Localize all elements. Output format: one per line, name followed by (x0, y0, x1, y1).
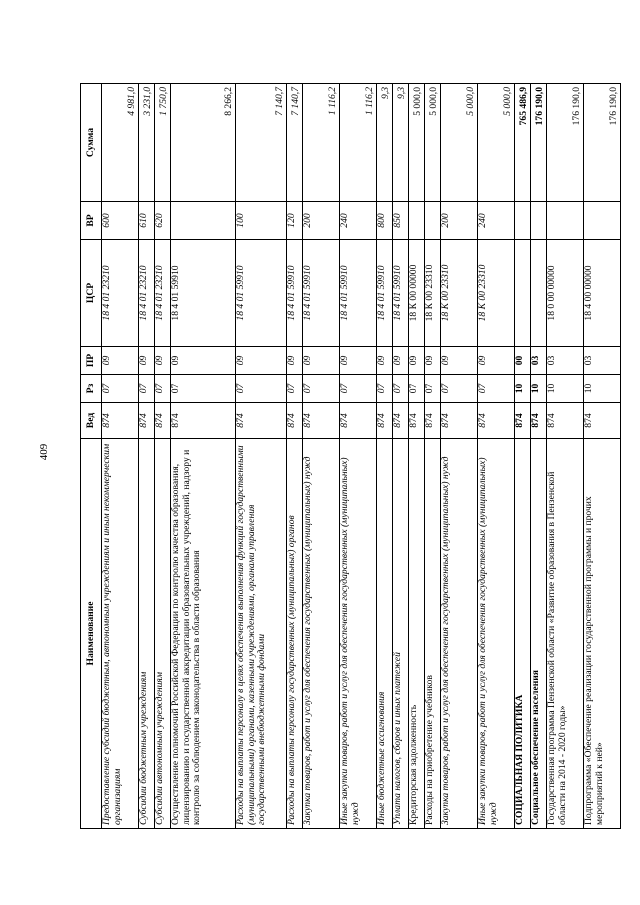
row-csr: 18 К 00 23310 (441, 240, 478, 347)
row-name: Иные бюджетные ассигнования (377, 439, 393, 829)
row-sum: 765 486,9 (515, 84, 531, 202)
row-name: Иные закупки товаров, работ и услуг для обеспечения государственных (муниципальных) нужд (340, 439, 377, 829)
row-vr: 120 (287, 202, 303, 240)
row-rz: 07 (409, 375, 425, 403)
row-sum: 1 116,2 (303, 84, 340, 202)
row-vr (409, 202, 425, 240)
row-rz: 07 (340, 375, 377, 403)
table-row (377, 84, 393, 829)
row-pr: 09 (287, 347, 303, 375)
row-rz: 10 (547, 375, 584, 403)
row-pr: 00 (515, 347, 531, 375)
row-rz: 07 (478, 375, 515, 403)
row-vr: 600 (102, 202, 139, 240)
row-sum: 7 140,7 (236, 84, 287, 202)
table-row (139, 84, 155, 829)
row-pr: 09 (303, 347, 340, 375)
rotated-page-viewport (80, 84, 620, 829)
row-rz: 10 (515, 375, 531, 403)
row-vr (531, 202, 547, 240)
row-name: Кредиторская задолженность (409, 439, 425, 829)
row-rz: 07 (393, 375, 409, 403)
row-csr: 18 4 00 00000 (584, 240, 621, 347)
row-name: Субсидии автономным учреждениям (155, 439, 171, 829)
row-sum: 9,3 (377, 84, 393, 202)
table-row (303, 84, 340, 829)
row-vr: 240 (478, 202, 515, 240)
row-name: Осуществление полномочий Российской Федерации по контролю качества образования, лицензированию и государственной аккредитации образовательных учреждений, надзору и контролю за соблюдением законодательства в области образования (171, 439, 236, 829)
table-row (515, 84, 531, 829)
row-sum: 4 981,0 (102, 84, 139, 202)
page-number: 409 (38, 443, 50, 461)
row-name: Социальное обеспечение населения (531, 439, 547, 829)
row-vr (515, 202, 531, 240)
row-pr: 09 (155, 347, 171, 375)
row-ved: 874 (236, 403, 287, 439)
row-rz: 10 (531, 375, 547, 403)
header-sum: Сумма (81, 84, 102, 202)
table-row (393, 84, 409, 829)
row-name: Государственная программа Пензенской области «Развитие образования в Пензенской области на 2014 - 2020 годы» (547, 439, 584, 829)
row-name: Закупка товаров, работ и услуг для обеспечения государственных (муниципальных) нужд (303, 439, 340, 829)
table-header-row (81, 84, 102, 829)
row-rz: 10 (584, 375, 621, 403)
table-row (547, 84, 584, 829)
row-rz: 07 (441, 375, 478, 403)
row-ved: 874 (531, 403, 547, 439)
header-rz: Рз (81, 375, 102, 403)
row-pr: 09 (441, 347, 478, 375)
row-sum: 9,3 (393, 84, 409, 202)
row-vr (584, 202, 621, 240)
row-ved: 874 (515, 403, 531, 439)
row-csr: 18 4 01 23210 (155, 240, 171, 347)
row-rz: 07 (155, 375, 171, 403)
budget-table-page (80, 84, 620, 829)
table-row (287, 84, 303, 829)
row-ved: 874 (340, 403, 377, 439)
row-name: Расходы на выплаты персоналу в целях обеспечения выполнения функций государственными (муниципальными) органами, казенными учреждениями, органами управления государственными внебюджетными фондами (236, 439, 287, 829)
row-csr: 18 4 01 59910 (340, 240, 377, 347)
row-ved: 874 (287, 403, 303, 439)
header-csr: ЦСР (81, 240, 102, 347)
header-pr: ПР (81, 347, 102, 375)
row-csr: 18 4 01 59910 (171, 240, 236, 347)
row-rz: 07 (139, 375, 155, 403)
row-rz: 07 (287, 375, 303, 403)
row-ved: 874 (584, 403, 621, 439)
row-name: СОЦИАЛЬНАЯ ПОЛИТИКА (515, 439, 531, 829)
row-vr (547, 202, 584, 240)
row-sum: 5 000,0 (478, 84, 515, 202)
row-vr: 240 (340, 202, 377, 240)
row-name: Закупка товаров, работ и услуг для обеспечения государственных (муниципальных) нужд (441, 439, 478, 829)
row-sum: 5 000,0 (425, 84, 441, 202)
row-rz: 07 (102, 375, 139, 403)
row-sum: 1 116,2 (340, 84, 377, 202)
row-csr: 18 К 00 23310 (478, 240, 515, 347)
row-name: Расходы на приобретение учебников (425, 439, 441, 829)
row-ved: 874 (155, 403, 171, 439)
row-vr: 800 (377, 202, 393, 240)
table-row (584, 84, 621, 829)
row-name: Подпрограмма «Обеспечение реализации государственной программы и прочих мероприятий к ней» (584, 439, 621, 829)
row-ved: 874 (102, 403, 139, 439)
row-pr: 09 (102, 347, 139, 375)
row-rz: 07 (377, 375, 393, 403)
header-ved: Вед (81, 403, 102, 439)
row-vr: 100 (236, 202, 287, 240)
table-row (409, 84, 425, 829)
table-row (340, 84, 377, 829)
row-csr: 18 4 01 59910 (393, 240, 409, 347)
row-sum: 5 000,0 (409, 84, 425, 202)
row-ved: 874 (425, 403, 441, 439)
table-row (441, 84, 478, 829)
row-pr: 03 (531, 347, 547, 375)
table-row (102, 84, 139, 829)
row-sum: 176 190,0 (584, 84, 621, 202)
row-sum: 5 000,0 (441, 84, 478, 202)
table-row (425, 84, 441, 829)
row-pr: 09 (377, 347, 393, 375)
row-vr: 620 (155, 202, 171, 240)
row-vr: 610 (139, 202, 155, 240)
row-csr: 18 0 00 00000 (547, 240, 584, 347)
row-ved: 874 (409, 403, 425, 439)
row-vr: 850 (393, 202, 409, 240)
row-sum: 3 231,0 (139, 84, 155, 202)
table-row (236, 84, 287, 829)
row-csr: 18 4 01 59910 (303, 240, 340, 347)
table-row (155, 84, 171, 829)
row-csr: 18 4 01 59910 (236, 240, 287, 347)
row-ved: 874 (478, 403, 515, 439)
row-ved: 874 (377, 403, 393, 439)
row-pr: 09 (409, 347, 425, 375)
budget-table (80, 83, 621, 829)
row-rz: 07 (425, 375, 441, 403)
row-sum: 8 266,2 (171, 84, 236, 202)
row-sum: 1 750,0 (155, 84, 171, 202)
table-row (531, 84, 547, 829)
row-csr: 18 К 00 23310 (425, 240, 441, 347)
row-vr: 200 (303, 202, 340, 240)
row-name: Иные закупки товаров, работ и услуг для обеспечения государственных (муниципальных) нужд (478, 439, 515, 829)
row-sum: 7 140,7 (287, 84, 303, 202)
row-csr: 18 4 01 23210 (102, 240, 139, 347)
row-csr: 18 4 01 23210 (139, 240, 155, 347)
header-vr: ВР (81, 202, 102, 240)
row-pr: 09 (340, 347, 377, 375)
table-row (478, 84, 515, 829)
row-sum: 176 190,0 (547, 84, 584, 202)
row-csr: 18 4 01 59910 (377, 240, 393, 347)
row-pr: 03 (584, 347, 621, 375)
row-ved: 874 (303, 403, 340, 439)
row-pr: 09 (139, 347, 155, 375)
row-pr: 03 (547, 347, 584, 375)
header-name: Наименование (81, 439, 102, 829)
row-ved: 874 (393, 403, 409, 439)
row-vr: 200 (441, 202, 478, 240)
table-row (171, 84, 236, 829)
row-pr: 09 (236, 347, 287, 375)
row-rz: 07 (236, 375, 287, 403)
row-ved: 874 (139, 403, 155, 439)
row-rz: 07 (303, 375, 340, 403)
row-name: Расходы на выплаты персоналу государственных (муниципальных) органов (287, 439, 303, 829)
row-vr (425, 202, 441, 240)
row-ved: 874 (547, 403, 584, 439)
row-csr: 18 4 01 59910 (287, 240, 303, 347)
row-csr (515, 240, 531, 347)
row-name: Предоставление субсидий бюджетным, автономным учреждениям и иным некоммерческим организациям (102, 439, 139, 829)
row-pr: 09 (478, 347, 515, 375)
row-vr (171, 202, 236, 240)
row-name: Уплата налогов, сборов и иных платежей (393, 439, 409, 829)
row-csr: 18 К 00 00000 (409, 240, 425, 347)
row-rz: 07 (171, 375, 236, 403)
row-sum: 176 190,0 (531, 84, 547, 202)
row-csr (531, 240, 547, 347)
row-ved: 874 (441, 403, 478, 439)
row-pr: 09 (171, 347, 236, 375)
row-ved: 874 (171, 403, 236, 439)
row-pr: 09 (393, 347, 409, 375)
row-name: Субсидии бюджетным учреждениям (139, 439, 155, 829)
row-pr: 09 (425, 347, 441, 375)
